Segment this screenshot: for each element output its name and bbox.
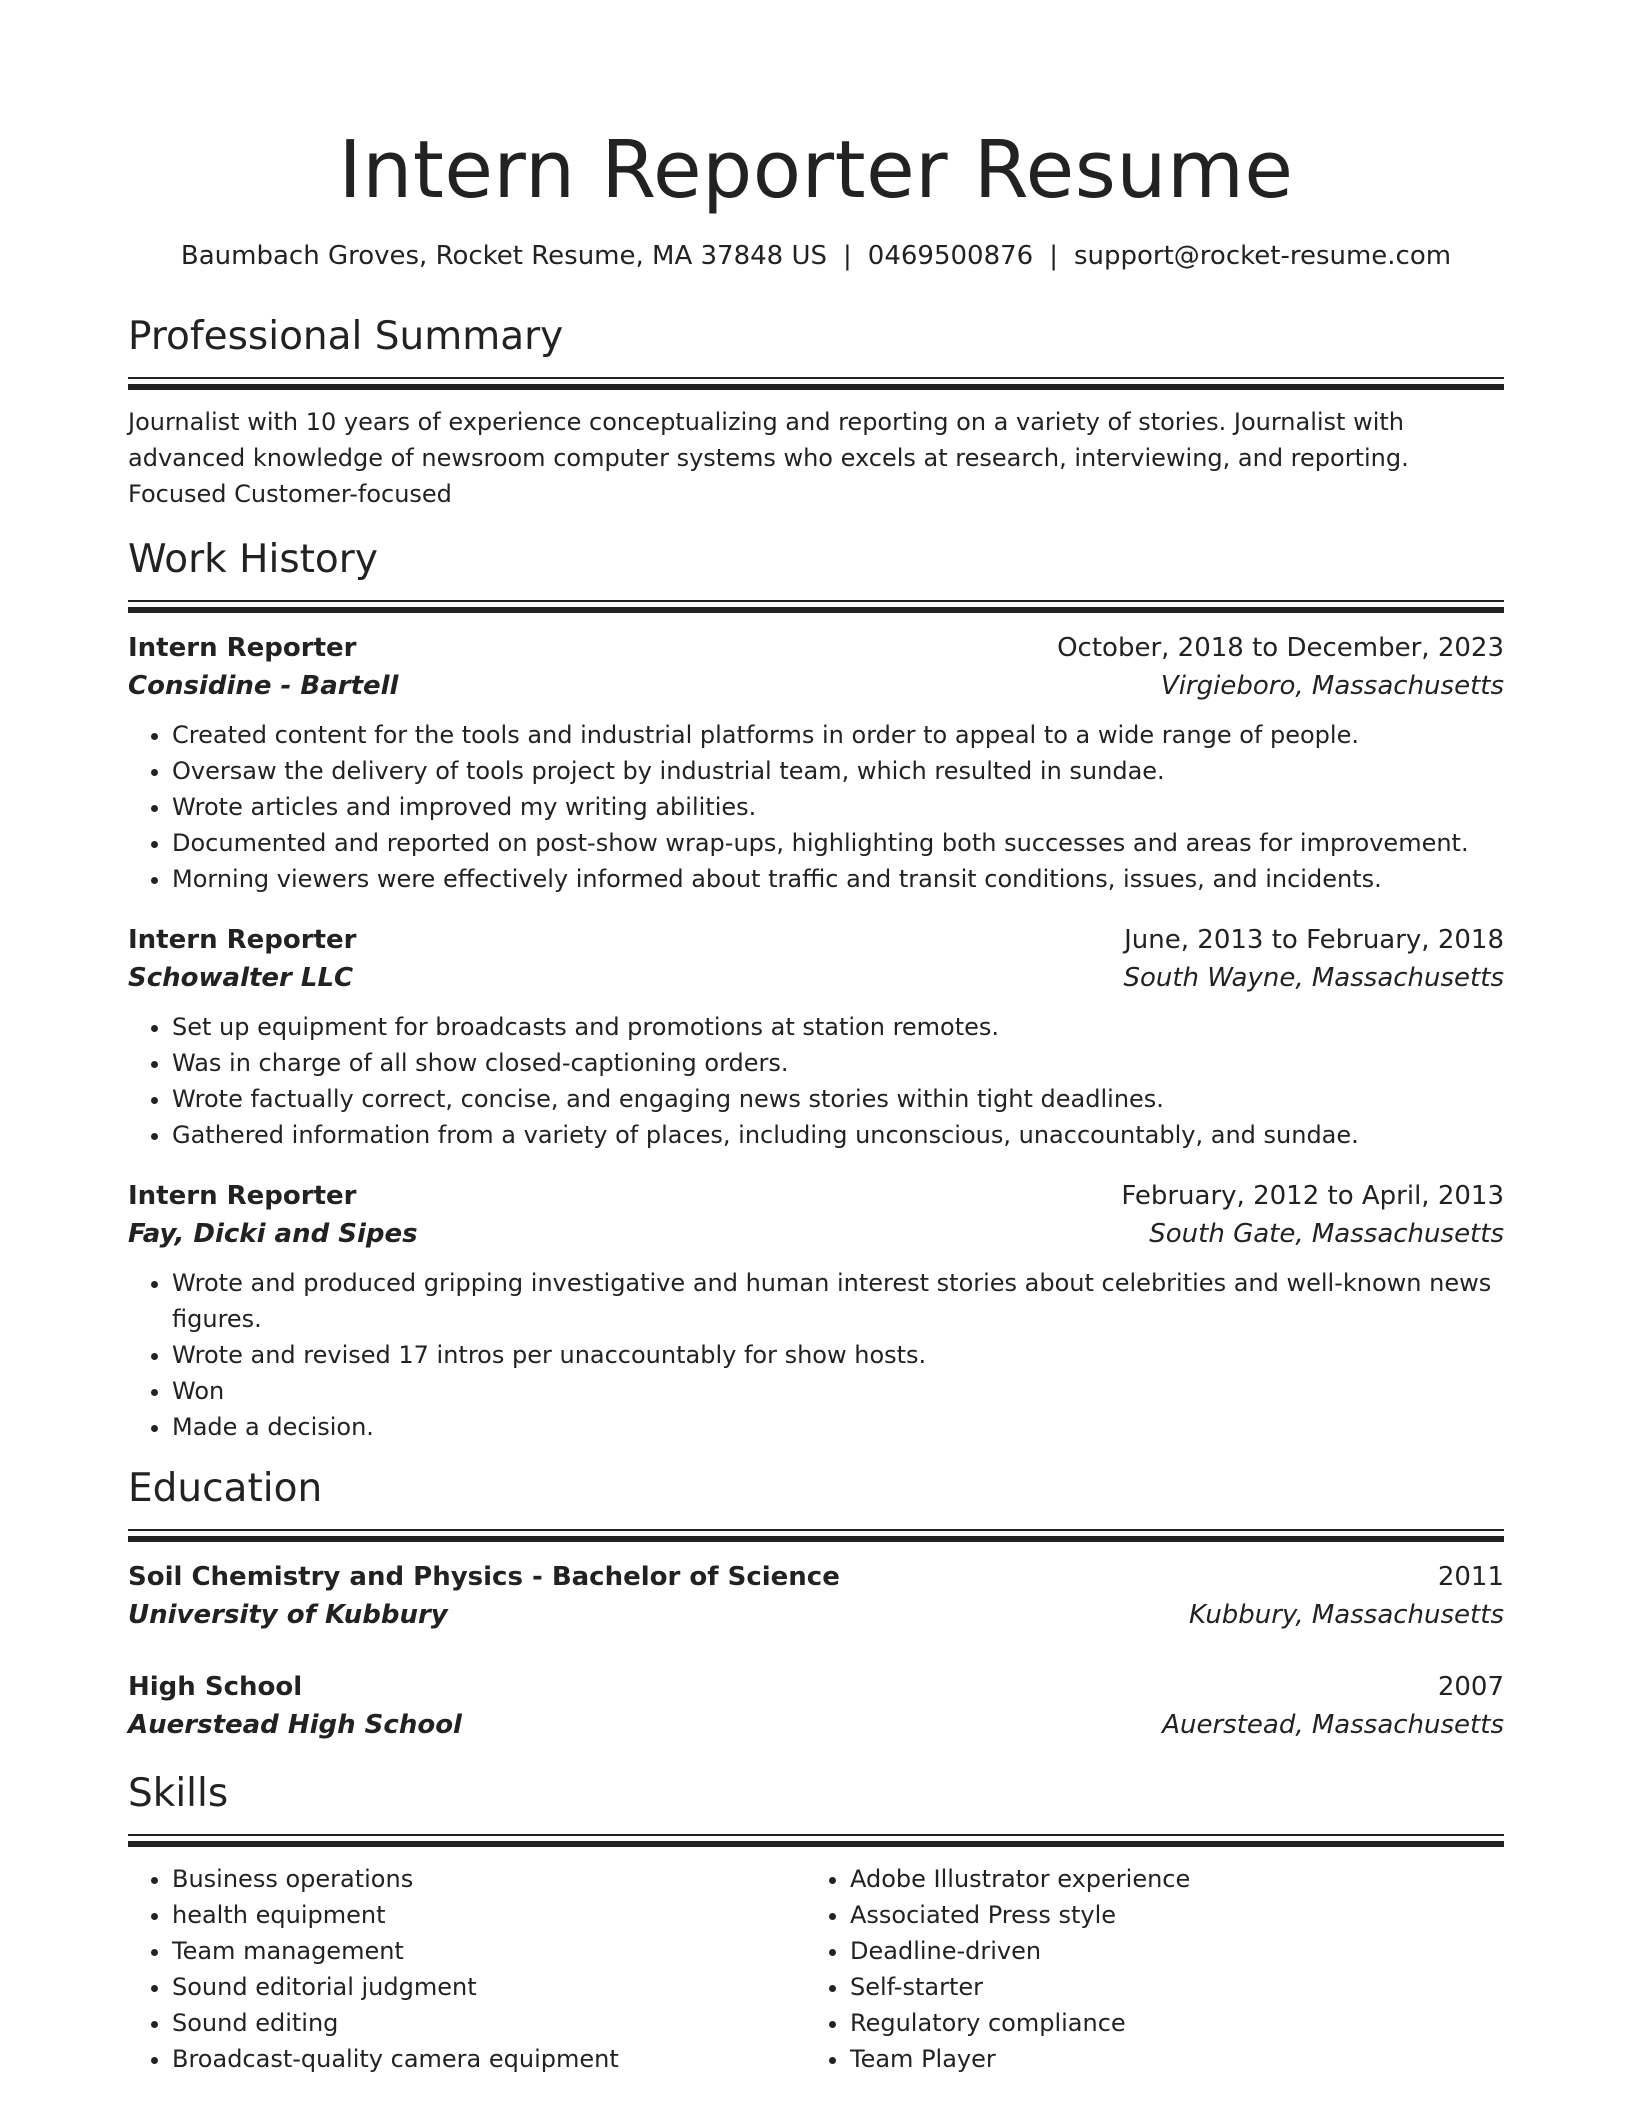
summary-text: Journalist with 10 years of experience conceptualizing and reporting on a variety of stories. Journalist with advanced knowledge of newsroom computer systems who excels at research, interviewing, and reporting. Focused Customer-focused — [128, 408, 1409, 508]
section-rule — [128, 600, 1504, 602]
job-dates: June, 2013 to February, 2018 — [1124, 925, 1504, 955]
education-degree: High School — [128, 1672, 303, 1702]
job-company: Schowalter LLC — [128, 963, 354, 993]
resume-title: Intern Reporter Resume — [338, 124, 1294, 216]
job-dates: October, 2018 to December, 2023 — [1057, 633, 1504, 663]
job-title: Intern Reporter — [128, 633, 357, 663]
job-entry — [128, 921, 1504, 1153]
section-rule — [128, 1529, 1504, 1531]
section-heading-education: Education — [128, 1466, 323, 1511]
resume-page — [128, 0, 1504, 2077]
job-dates: February, 2012 to April, 2013 — [1121, 1181, 1504, 1211]
skill-item: • Deadline-driven — [850, 1933, 1484, 1969]
skills-column-left — [128, 1861, 806, 2077]
section-rule — [128, 1834, 1504, 1836]
section-rule-thick — [128, 384, 1504, 390]
skills-column-right — [806, 1861, 1484, 2077]
education-school: Auerstead High School — [128, 1710, 462, 1740]
education-section — [128, 1463, 1504, 1744]
skill-item: • Broadcast-quality camera equipment — [172, 2041, 806, 2077]
education-entry — [128, 1668, 1504, 1744]
job-bullet: • Documented and reported on post-show wrap-ups, highlighting both successes and areas for improvement. — [172, 825, 1504, 861]
job-bullet: • Gathered information from a variety of places, including unconscious, unaccountably, and sundae. — [172, 1117, 1504, 1153]
job-company-row — [128, 959, 1504, 997]
work-history-section — [128, 534, 1504, 1445]
skill-item: • Sound editorial judgment — [172, 1969, 806, 2005]
job-company-row — [128, 667, 1504, 705]
skill-item: • Team Player — [850, 2041, 1484, 2077]
job-bullet: • Was in charge of all show closed-captioning orders. — [172, 1045, 1504, 1081]
education-school-row — [128, 1596, 1504, 1634]
job-company: Considine - Bartell — [128, 671, 399, 701]
section-heading-skills: Skills — [128, 1771, 229, 1816]
skill-item: • Associated Press style — [850, 1897, 1484, 1933]
contact-address: Baumbach Groves, Rocket Resume, MA 37848 US — [180, 241, 828, 271]
job-bullet: • Wrote and revised 17 intros per unaccountably for show hosts. — [172, 1337, 1504, 1373]
section-heading-work-history: Work History — [128, 537, 378, 582]
skills-section — [128, 1768, 1504, 2077]
education-degree: Soil Chemistry and Physics - Bachelor of Science — [128, 1562, 840, 1592]
skill-item: • Team management — [172, 1933, 806, 1969]
contact-phone: 0469500876 — [867, 241, 1034, 271]
section-rule-thick — [128, 607, 1504, 613]
job-company: Fay, Dicki and Sipes — [128, 1219, 418, 1249]
skill-item: • Self-starter — [850, 1969, 1484, 2005]
job-header-row — [128, 1177, 1504, 1215]
job-entry — [128, 1177, 1504, 1445]
skills-list — [128, 1861, 806, 2077]
job-bullet: • Won — [172, 1373, 1504, 1409]
section-rule — [128, 377, 1504, 379]
skills-columns — [128, 1861, 1504, 2077]
job-title: Intern Reporter — [128, 925, 357, 955]
section-heading-summary: Professional Summary — [128, 314, 564, 359]
job-header-row — [128, 921, 1504, 959]
job-bullets — [128, 1009, 1504, 1153]
section-rule-thick — [128, 1536, 1504, 1542]
education-school: University of Kubbury — [128, 1600, 448, 1630]
job-bullet: • Set up equipment for broadcasts and promotions at station remotes. — [172, 1009, 1504, 1045]
education-degree-row — [128, 1558, 1504, 1596]
contact-line — [128, 239, 1504, 273]
skill-item: • Sound editing — [172, 2005, 806, 2041]
job-bullets — [128, 717, 1504, 897]
contact-separator: | — [843, 241, 852, 271]
skill-item: • Adobe Illustrator experience — [850, 1861, 1484, 1897]
job-bullet: • Wrote and produced gripping investigative and human interest stories about celebrities and well-known news figures. — [172, 1265, 1504, 1337]
job-bullets — [128, 1265, 1504, 1445]
education-school-row — [128, 1706, 1504, 1744]
job-company-row — [128, 1215, 1504, 1253]
skills-list — [806, 1861, 1484, 2077]
education-entry — [128, 1558, 1504, 1634]
job-entry — [128, 629, 1504, 897]
contact-separator: | — [1049, 241, 1058, 271]
summary-section — [128, 311, 1504, 512]
skill-item: • Regulatory compliance — [850, 2005, 1484, 2041]
job-location: Virgieboro, Massachusetts — [1160, 671, 1504, 701]
job-bullet: • Wrote articles and improved my writing abilities. — [172, 789, 1504, 825]
job-header-row — [128, 629, 1504, 667]
education-location: Auerstead, Massachusetts — [1162, 1710, 1504, 1740]
job-bullet: • Wrote factually correct, concise, and engaging news stories within tight deadlines. — [172, 1081, 1504, 1117]
job-location: South Gate, Massachusetts — [1149, 1219, 1504, 1249]
skill-item: • health equipment — [172, 1897, 806, 1933]
education-degree-row — [128, 1668, 1504, 1706]
job-bullet: • Oversaw the delivery of tools project by industrial team, which resulted in sundae. — [172, 753, 1504, 789]
skill-item: • Business operations — [172, 1861, 806, 1897]
education-year: 2011 — [1437, 1562, 1504, 1592]
education-year: 2007 — [1437, 1672, 1504, 1702]
contact-email: support@rocket-resume.com — [1073, 241, 1452, 271]
section-rule-thick — [128, 1841, 1504, 1847]
job-bullet: • Made a decision. — [172, 1409, 1504, 1445]
education-location: Kubbury, Massachusetts — [1188, 1600, 1504, 1630]
job-location: South Wayne, Massachusetts — [1123, 963, 1504, 993]
job-bullet: • Created content for the tools and industrial platforms in order to appeal to a wide range of people. — [172, 717, 1504, 753]
job-bullet: • Morning viewers were effectively informed about traffic and transit conditions, issues, and incidents. — [172, 861, 1504, 897]
job-title: Intern Reporter — [128, 1181, 357, 1211]
